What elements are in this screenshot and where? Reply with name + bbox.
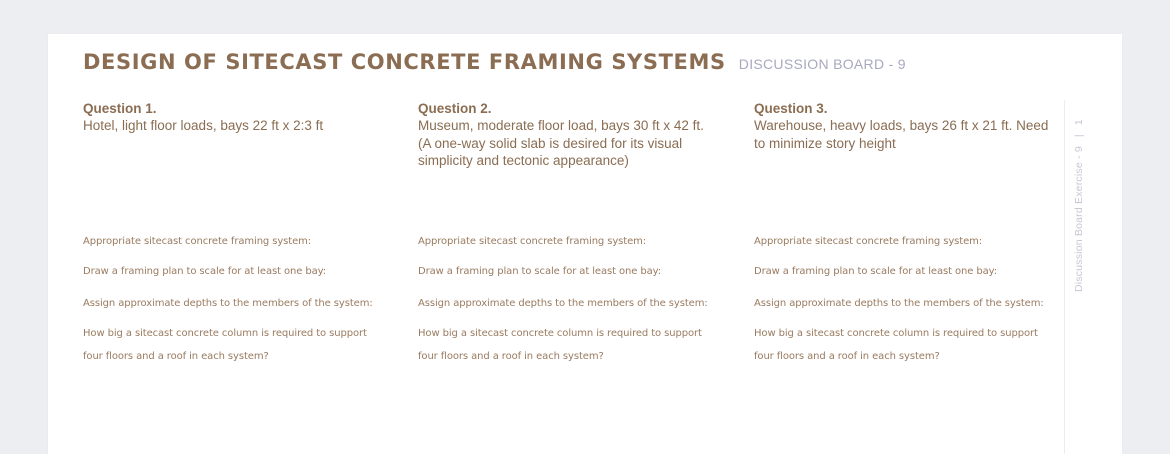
question-heading: Question 2. (418, 101, 492, 116)
question-column-2 (418, 100, 720, 362)
side-label-separator: | (1073, 134, 1085, 138)
page-title: DESIGN OF SITECAST CONCRETE FRAMING SYSTEMS (83, 50, 726, 74)
question-column-3 (754, 100, 1056, 362)
side-running-footer (1073, 119, 1085, 292)
prompt-framing-plan: Draw a framing plan to scale for at least one bay: (418, 266, 662, 277)
question-heading: Question 3. (754, 101, 828, 116)
prompt-framing-plan: Draw a framing plan to scale for at least one bay: (83, 266, 327, 277)
page-number: 1 (1073, 119, 1085, 126)
prompt-column-size: How big a sitecast concrete column is required to support four floors and a roof in each system? (418, 328, 702, 362)
prompt-list (754, 230, 1044, 368)
question-description: Warehouse, heavy loads, bays 26 ft x 21 ft. Need to minimize story height (754, 118, 1049, 151)
prompt-member-depths: Assign approximate depths to the members of the system: (418, 298, 708, 309)
side-divider (1064, 100, 1065, 454)
page-subtitle: DISCUSSION BOARD - 9 (738, 56, 906, 72)
prompt-framing-plan: Draw a framing plan to scale for at least one bay: (754, 266, 998, 277)
document-page (48, 34, 1122, 454)
question-description: Hotel, light floor loads, bays 22 ft x 2:3 ft (83, 118, 324, 133)
prompt-framing-system: Appropriate sitecast concrete framing system: (418, 236, 647, 247)
prompt-list (83, 230, 373, 368)
prompt-member-depths: Assign approximate depths to the members of the system: (83, 298, 373, 309)
question-column-1 (83, 100, 385, 362)
header (83, 50, 906, 74)
prompt-column-size: How big a sitecast concrete column is required to support four floors and a roof in each system? (83, 328, 367, 362)
question-heading: Question 1. (83, 101, 157, 116)
side-label-text: Discussion Board Exercise - 9 (1073, 146, 1085, 292)
prompt-list (418, 230, 708, 368)
prompt-column-size: How big a sitecast concrete column is required to support four floors and a roof in each system? (754, 328, 1038, 362)
prompt-framing-system: Appropriate sitecast concrete framing system: (754, 236, 983, 247)
prompt-framing-system: Appropriate sitecast concrete framing system: (83, 236, 312, 247)
prompt-member-depths: Assign approximate depths to the members of the system: (754, 298, 1044, 309)
question-description: Museum, moderate floor load, bays 30 ft x 42 ft. (A one-way solid slab is desired for its visual simplicity and tectonic appearance) (418, 118, 704, 168)
